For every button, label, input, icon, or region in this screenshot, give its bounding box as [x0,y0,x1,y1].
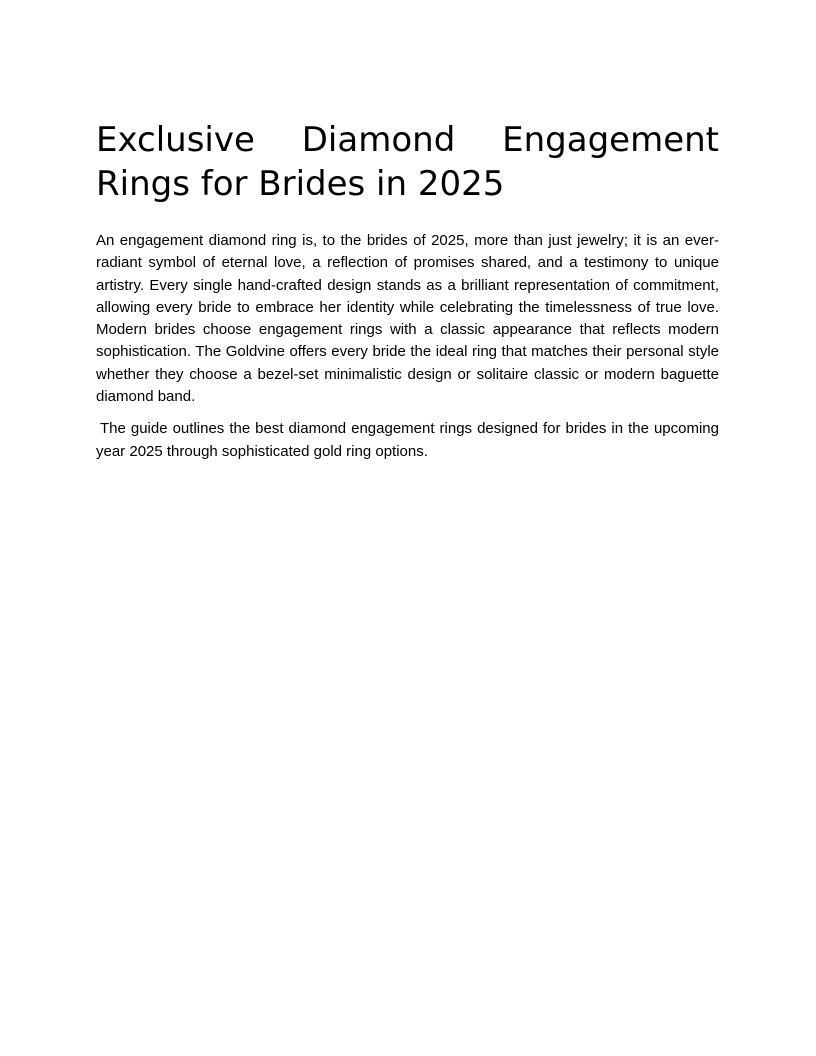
page-title: Exclusive Diamond Engagement Rings for Brides in 2025 [96,120,719,204]
intro-paragraph: An engagement diamond ring is, to the brides of 2025, more than just jewelry; it is an ever-radiant symbol of eternal love, a reflection of promises shared, and a testimony to unique artistry. Every single hand-crafted design stands as a brilliant representation of commitment, allowing every bride to embrace her identity while celebrating the timelessness of true love. Modern brides choose engagement rings with a classic appearance that reflects modern sophistication. The Goldvine offers every bride the ideal ring that matches their personal style whether they choose a bezel-set minimalistic design or solitaire classic or modern baguette diamond band. [96,232,719,406]
guide-paragraph: The guide outlines the best diamond engagement rings designed for brides in the upcoming year 2025 through sophisticated gold ring options. [96,420,719,460]
document-page [96,118,719,463]
